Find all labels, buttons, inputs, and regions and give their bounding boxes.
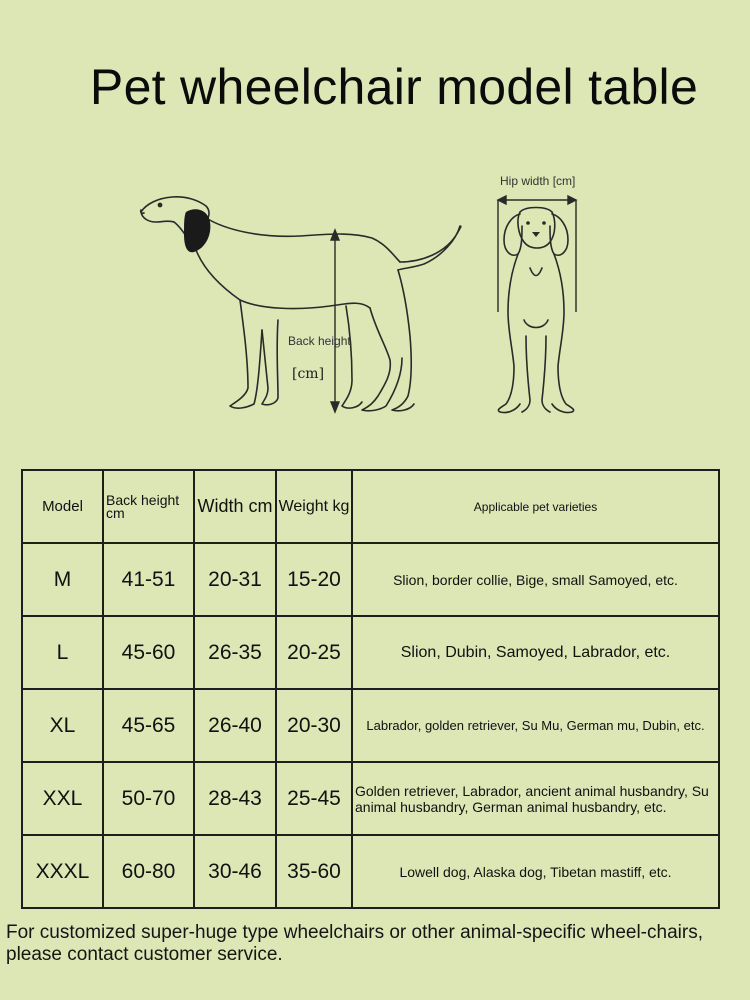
cell-back-height: 50-70 [103,762,194,835]
cell-varieties: Slion, border collie, Bige, small Samoyed, etc. [352,543,719,616]
header-width: Width cm [194,470,276,543]
cell-weight: 15-20 [276,543,352,616]
dog-measurement-illustration [0,160,750,430]
header-model: Model [22,470,103,543]
cell-back-height: 60-80 [103,835,194,908]
cell-weight: 35-60 [276,835,352,908]
cell-model: XL [22,689,103,762]
cell-model: L [22,616,103,689]
table-row [22,616,719,689]
table-row [22,835,719,908]
cell-model: M [22,543,103,616]
dog-diagram [0,160,750,430]
cell-model: XXXL [22,835,103,908]
cell-weight: 20-25 [276,616,352,689]
cell-width: 28-43 [194,762,276,835]
header-back-height: Back height cm [103,470,194,543]
cell-back-height: 45-65 [103,689,194,762]
cell-varieties: Lowell dog, Alaska dog, Tibetan mastiff, etc. [352,835,719,908]
table-row [22,762,719,835]
cell-weight: 25-45 [276,762,352,835]
cell-model: XXL [22,762,103,835]
model-table [21,469,720,909]
cell-varieties: Labrador, golden retriever, Su Mu, German mu, Dubin, etc. [352,689,719,762]
cell-width: 20-31 [194,543,276,616]
back-height-arrow [331,230,339,412]
dog-front-view-icon [498,208,573,413]
table-row [22,689,719,762]
cell-back-height: 41-51 [103,543,194,616]
cell-varieties: Golden retriever, Labrador, ancient animal husbandry, Su animal husbandry, German animal husbandry, etc. [352,762,719,835]
header-weight: Weight kg [276,470,352,543]
table-row [22,543,719,616]
cell-width: 26-35 [194,616,276,689]
footer-note: For customized super-huge type wheelchairs or other animal-specific wheel-chairs, please contact customer service. [6,922,703,965]
dog-ear-icon [184,209,210,252]
cell-varieties: Slion, Dubin, Samoyed, Labrador, etc. [352,616,719,689]
back-height-label: Back height [288,334,351,348]
back-height-unit: [cm] [292,366,325,382]
page-title: Pet wheelchair model table [89,59,699,115]
cell-width: 30-46 [194,835,276,908]
header-varieties: Applicable pet varieties [352,470,719,543]
hip-width-label: Hip width [cm] [500,174,576,188]
cell-width: 26-40 [194,689,276,762]
table-header-row [22,470,719,543]
cell-weight: 20-30 [276,689,352,762]
cell-back-height: 45-60 [103,616,194,689]
